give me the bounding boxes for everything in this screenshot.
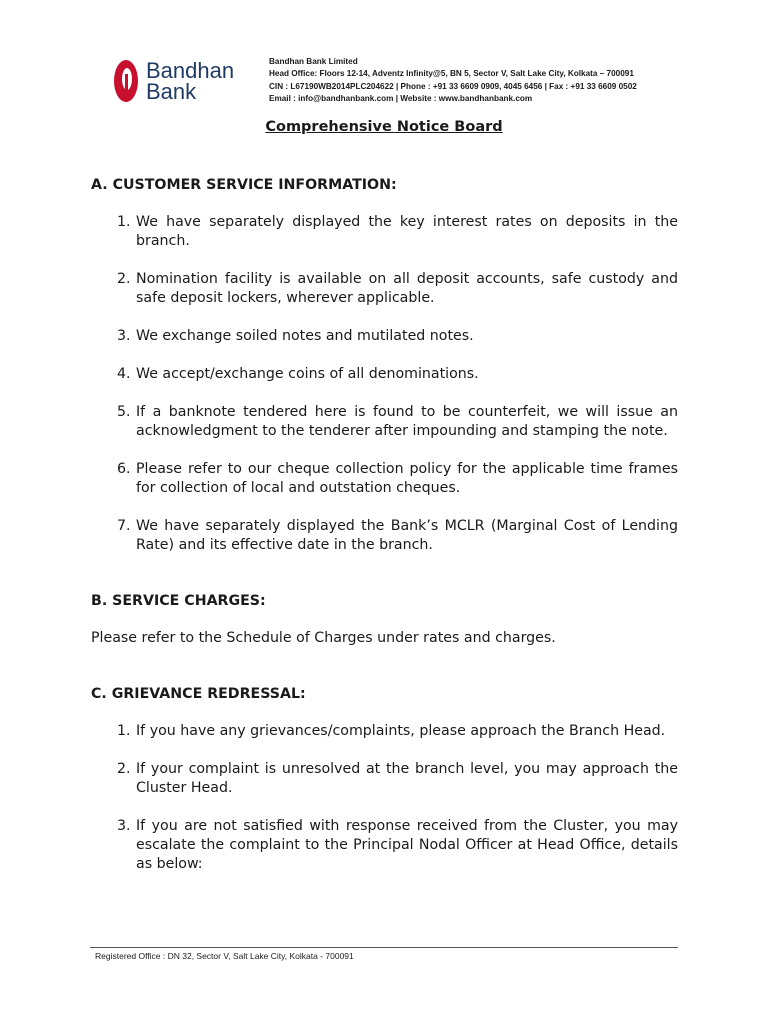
logo-text-bottom: Bank [146, 79, 197, 104]
service-charges-text: Please refer to the Schedule of Charges under rates and charges. [91, 630, 556, 646]
item-number: 6. [117, 461, 131, 477]
head-office-line: Head Office: Floors 12-14, Adventz Infinity@5, BN 5, Sector V, Salt Lake City, Kolkata – 700091 [269, 69, 634, 79]
item-number: 4. [117, 366, 131, 382]
list-item [91, 270, 678, 308]
item-number: 7. [117, 518, 131, 534]
list-item [91, 760, 678, 798]
item-text: If a banknote tendered here is found to be counterfeit, we will issue an acknowledgment to the tenderer after impounding and stamping the note. [136, 404, 678, 439]
bank-name: Bandhan Bank Limited [269, 57, 358, 66]
bank-contact-block [269, 56, 689, 106]
page-title: Comprehensive Notice Board [265, 119, 503, 135]
footer-divider [90, 947, 678, 948]
section-b-heading: B. SERVICE CHARGES: [91, 593, 266, 609]
item-number: 2. [117, 271, 131, 287]
item-text: We accept/exchange coins of all denominations. [136, 366, 479, 382]
logo-text-top: Bandhan [146, 58, 235, 83]
item-number: 1. [117, 723, 131, 739]
item-text: We exchange soiled notes and mutilated notes. [136, 328, 474, 344]
registered-office-footer: Registered Office : DN 32, Sector V, Salt Lake City, Kolkata - 700091 [95, 951, 354, 961]
item-text: We have separately displayed the key interest rates on deposits in the branch. [136, 214, 678, 249]
item-number: 3. [117, 818, 131, 834]
section-a-heading: A. CUSTOMER SERVICE INFORMATION: [91, 177, 397, 193]
section-a-list [91, 213, 678, 555]
item-text: If your complaint is unresolved at the branch level, you may approach the Cluster Head. [136, 761, 678, 796]
item-text: We have separately displayed the Bank’s MCLR (Marginal Cost of Lending Rate) and its effective date in the branch. [136, 518, 678, 553]
cin-phone-line: CIN : L67190WB2014PLC204622 | Phone : +91 33 6609 0909, 4045 6456 | Fax : +91 33 6609 0502 [269, 81, 637, 91]
item-number: 2. [117, 761, 131, 777]
item-text: If you are not satisfied with response received from the Cluster, you may escalate the complaint to the Principal Nodal Officer at Head Office, details as below: [136, 818, 678, 872]
item-number: 1. [117, 214, 131, 230]
list-item [91, 213, 678, 251]
section-c-heading: C. GRIEVANCE REDRESSAL: [91, 686, 306, 702]
list-item [91, 722, 678, 741]
list-item [91, 327, 678, 346]
item-text: Please refer to our cheque collection policy for the applicable time frames for collection of local and outstation cheques. [136, 461, 678, 496]
item-text: If you have any grievances/complaints, please approach the Branch Head. [136, 723, 666, 739]
notice-content [91, 176, 678, 874]
list-item [91, 403, 678, 441]
list-item [91, 460, 678, 498]
list-item [91, 365, 678, 384]
email-website-line: Email : info@bandhanbank.com | Website : www.bandhanbank.com [269, 94, 533, 104]
logo-mark-icon [112, 56, 252, 106]
bandhan-bank-logo [112, 56, 252, 106]
item-number: 3. [117, 328, 131, 344]
item-number: 5. [117, 404, 131, 420]
section-c-list [91, 722, 678, 874]
list-item [91, 817, 678, 874]
list-item [91, 517, 678, 555]
item-text: Nomination facility is available on all deposit accounts, safe custody and safe deposit lockers, wherever applicable. [136, 271, 678, 306]
